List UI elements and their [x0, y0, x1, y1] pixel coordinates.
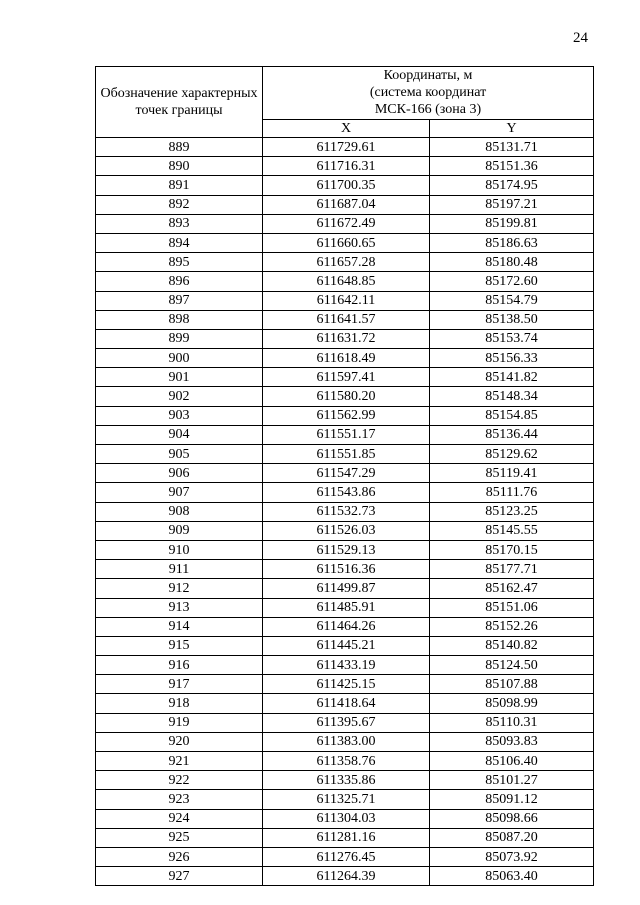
point-cell: 892 — [96, 195, 263, 214]
table-row — [96, 752, 594, 771]
table-row — [96, 253, 594, 272]
point-cell: 898 — [96, 310, 263, 329]
x-cell: 611543.86 — [263, 483, 430, 502]
y-cell: 85129.62 — [430, 445, 594, 464]
point-column-header: Обозначение характерных точек границы — [96, 67, 263, 138]
table-row — [96, 521, 594, 540]
x-cell: 611729.61 — [263, 138, 430, 157]
y-cell: 85123.25 — [430, 502, 594, 521]
point-cell: 919 — [96, 713, 263, 732]
y-cell: 85131.71 — [430, 138, 594, 157]
y-cell: 85106.40 — [430, 752, 594, 771]
table-row — [96, 540, 594, 559]
coordinates-header — [263, 67, 594, 120]
y-cell: 85197.21 — [430, 195, 594, 214]
y-cell: 85136.44 — [430, 425, 594, 444]
x-cell: 611325.71 — [263, 790, 430, 809]
y-cell: 85151.36 — [430, 157, 594, 176]
x-cell: 611641.57 — [263, 310, 430, 329]
x-cell: 611631.72 — [263, 329, 430, 348]
y-cell: 85186.63 — [430, 233, 594, 252]
y-cell: 85119.41 — [430, 464, 594, 483]
x-cell: 611526.03 — [263, 521, 430, 540]
y-cell: 85141.82 — [430, 368, 594, 387]
table-row — [96, 809, 594, 828]
y-column-header: Y — [430, 119, 594, 137]
y-cell: 85073.92 — [430, 847, 594, 866]
y-cell: 85111.76 — [430, 483, 594, 502]
table-row — [96, 828, 594, 847]
y-cell: 85093.83 — [430, 732, 594, 751]
point-cell: 889 — [96, 138, 263, 157]
x-cell: 611660.65 — [263, 233, 430, 252]
x-cell: 611485.91 — [263, 598, 430, 617]
point-cell: 904 — [96, 425, 263, 444]
point-cell: 891 — [96, 176, 263, 195]
table-row — [96, 195, 594, 214]
x-cell: 611264.39 — [263, 867, 430, 886]
y-cell: 85154.85 — [430, 406, 594, 425]
table-row — [96, 867, 594, 886]
point-cell: 914 — [96, 617, 263, 636]
table-row — [96, 579, 594, 598]
y-cell: 85101.27 — [430, 771, 594, 790]
y-cell: 85087.20 — [430, 828, 594, 847]
y-cell: 85177.71 — [430, 560, 594, 579]
table-row — [96, 771, 594, 790]
x-cell: 611499.87 — [263, 579, 430, 598]
y-cell: 85199.81 — [430, 214, 594, 233]
table-row — [96, 349, 594, 368]
table-row — [96, 790, 594, 809]
x-cell: 611304.03 — [263, 809, 430, 828]
table-row — [96, 272, 594, 291]
x-cell: 611648.85 — [263, 272, 430, 291]
point-cell: 901 — [96, 368, 263, 387]
y-cell: 85180.48 — [430, 253, 594, 272]
table-row — [96, 656, 594, 675]
point-cell: 922 — [96, 771, 263, 790]
table-row — [96, 464, 594, 483]
point-cell: 913 — [96, 598, 263, 617]
table-row — [96, 214, 594, 233]
y-cell: 85145.55 — [430, 521, 594, 540]
y-cell: 85138.50 — [430, 310, 594, 329]
point-cell: 924 — [96, 809, 263, 828]
x-cell: 611716.31 — [263, 157, 430, 176]
table-row — [96, 310, 594, 329]
table-row — [96, 560, 594, 579]
x-cell: 611335.86 — [263, 771, 430, 790]
point-cell: 916 — [96, 656, 263, 675]
y-cell: 85124.50 — [430, 656, 594, 675]
table-row — [96, 713, 594, 732]
y-cell: 85110.31 — [430, 713, 594, 732]
x-cell: 611425.15 — [263, 675, 430, 694]
y-cell: 85107.88 — [430, 675, 594, 694]
x-cell: 611395.67 — [263, 713, 430, 732]
point-cell: 917 — [96, 675, 263, 694]
table-row — [96, 138, 594, 157]
x-cell: 611383.00 — [263, 732, 430, 751]
coordinates-header-line3: МСК-166 (зона 3) — [374, 102, 482, 118]
x-cell: 611687.04 — [263, 195, 430, 214]
x-cell: 611672.49 — [263, 214, 430, 233]
point-cell: 896 — [96, 272, 263, 291]
x-cell: 611516.36 — [263, 560, 430, 579]
x-cell: 611657.28 — [263, 253, 430, 272]
x-cell: 611551.85 — [263, 445, 430, 464]
point-cell: 927 — [96, 867, 263, 886]
table-row — [96, 675, 594, 694]
x-cell: 611580.20 — [263, 387, 430, 406]
x-cell: 611529.13 — [263, 540, 430, 559]
point-cell: 920 — [96, 732, 263, 751]
x-cell: 611642.11 — [263, 291, 430, 310]
x-cell: 611358.76 — [263, 752, 430, 771]
point-cell: 910 — [96, 540, 263, 559]
point-cell: 925 — [96, 828, 263, 847]
point-cell: 895 — [96, 253, 263, 272]
point-cell: 921 — [96, 752, 263, 771]
table-row — [96, 157, 594, 176]
point-cell: 915 — [96, 636, 263, 655]
point-cell: 890 — [96, 157, 263, 176]
table-row — [96, 176, 594, 195]
table-row — [96, 483, 594, 502]
page-number: 24 — [573, 30, 588, 46]
x-cell: 611464.26 — [263, 617, 430, 636]
table-row — [96, 233, 594, 252]
table-row — [96, 636, 594, 655]
y-cell: 85153.74 — [430, 329, 594, 348]
table-row — [96, 406, 594, 425]
coordinates-header-line1: Координаты, м — [383, 68, 473, 84]
x-cell: 611418.64 — [263, 694, 430, 713]
table-row — [96, 617, 594, 636]
x-cell: 611445.21 — [263, 636, 430, 655]
point-cell: 906 — [96, 464, 263, 483]
x-cell: 611532.73 — [263, 502, 430, 521]
table-body — [96, 138, 594, 886]
x-cell: 611597.41 — [263, 368, 430, 387]
point-cell: 897 — [96, 291, 263, 310]
x-cell: 611618.49 — [263, 349, 430, 368]
point-cell: 902 — [96, 387, 263, 406]
point-cell: 900 — [96, 349, 263, 368]
point-cell: 911 — [96, 560, 263, 579]
table-row — [96, 445, 594, 464]
x-column-header: X — [263, 119, 430, 137]
x-cell: 611281.16 — [263, 828, 430, 847]
table-row — [96, 329, 594, 348]
table-row — [96, 598, 594, 617]
table-row — [96, 387, 594, 406]
x-cell: 611562.99 — [263, 406, 430, 425]
y-cell: 85148.34 — [430, 387, 594, 406]
point-cell: 907 — [96, 483, 263, 502]
point-cell: 908 — [96, 502, 263, 521]
x-cell: 611551.17 — [263, 425, 430, 444]
table-row — [96, 291, 594, 310]
table-row — [96, 732, 594, 751]
table-row — [96, 847, 594, 866]
y-cell: 85063.40 — [430, 867, 594, 886]
y-cell: 85098.66 — [430, 809, 594, 828]
y-cell: 85156.33 — [430, 349, 594, 368]
point-cell: 894 — [96, 233, 263, 252]
y-cell: 85140.82 — [430, 636, 594, 655]
coordinates-table — [95, 66, 594, 886]
coordinates-header-line2: (система координат — [369, 85, 487, 101]
y-cell: 85174.95 — [430, 176, 594, 195]
point-cell: 899 — [96, 329, 263, 348]
point-cell: 926 — [96, 847, 263, 866]
point-cell: 912 — [96, 579, 263, 598]
y-cell: 85151.06 — [430, 598, 594, 617]
x-cell: 611700.35 — [263, 176, 430, 195]
table-row — [96, 694, 594, 713]
y-cell: 85098.99 — [430, 694, 594, 713]
y-cell: 85091.12 — [430, 790, 594, 809]
point-cell: 918 — [96, 694, 263, 713]
point-cell: 909 — [96, 521, 263, 540]
y-cell: 85162.47 — [430, 579, 594, 598]
table-row — [96, 368, 594, 387]
y-cell: 85152.26 — [430, 617, 594, 636]
x-cell: 611547.29 — [263, 464, 430, 483]
table-row — [96, 425, 594, 444]
point-cell: 903 — [96, 406, 263, 425]
y-cell: 85172.60 — [430, 272, 594, 291]
point-cell: 923 — [96, 790, 263, 809]
x-cell: 611276.45 — [263, 847, 430, 866]
table-row — [96, 502, 594, 521]
y-cell: 85154.79 — [430, 291, 594, 310]
x-cell: 611433.19 — [263, 656, 430, 675]
point-cell: 893 — [96, 214, 263, 233]
point-cell: 905 — [96, 445, 263, 464]
y-cell: 85170.15 — [430, 540, 594, 559]
